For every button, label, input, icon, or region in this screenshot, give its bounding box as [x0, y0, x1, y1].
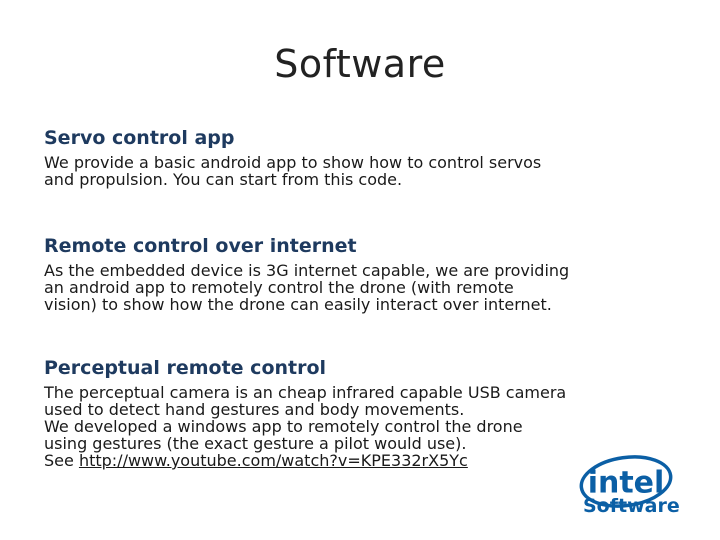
body-line: used to detect hand gestures and body movements. [44, 400, 465, 419]
link-prefix: See [44, 451, 79, 470]
body-line: The perceptual camera is an cheap infrared capable USB camera [44, 383, 567, 402]
section-heading: Servo control app [44, 127, 235, 149]
software-wordmark: Software [583, 495, 680, 517]
slide-title: Software [274, 42, 446, 86]
body-line: using gestures (the exact gesture a pilot would use). [44, 434, 467, 453]
section-body [44, 154, 694, 188]
section-servo-control [44, 126, 694, 188]
section-remote-control [44, 234, 694, 313]
youtube-link[interactable]: http://www.youtube.com/watch?v=KPE332rX5Yc [78, 451, 468, 470]
intel-wordmark: intel [587, 465, 665, 501]
body-line: vision) to show how the drone can easily interact over internet. [44, 295, 552, 314]
body-line: We provide a basic android app to show how to control servos [44, 153, 542, 172]
section-heading: Remote control over internet [44, 235, 357, 257]
body-line: an android app to remotely control the drone (with remote [44, 278, 514, 297]
section-body [44, 262, 694, 313]
body-line: We developed a windows app to remotely control the drone [44, 417, 523, 436]
body-line: and propulsion. You can start from this code. [44, 170, 403, 189]
body-line: As the embedded device is 3G internet capable, we are providing [44, 261, 570, 280]
section-heading: Perceptual remote control [44, 357, 327, 379]
